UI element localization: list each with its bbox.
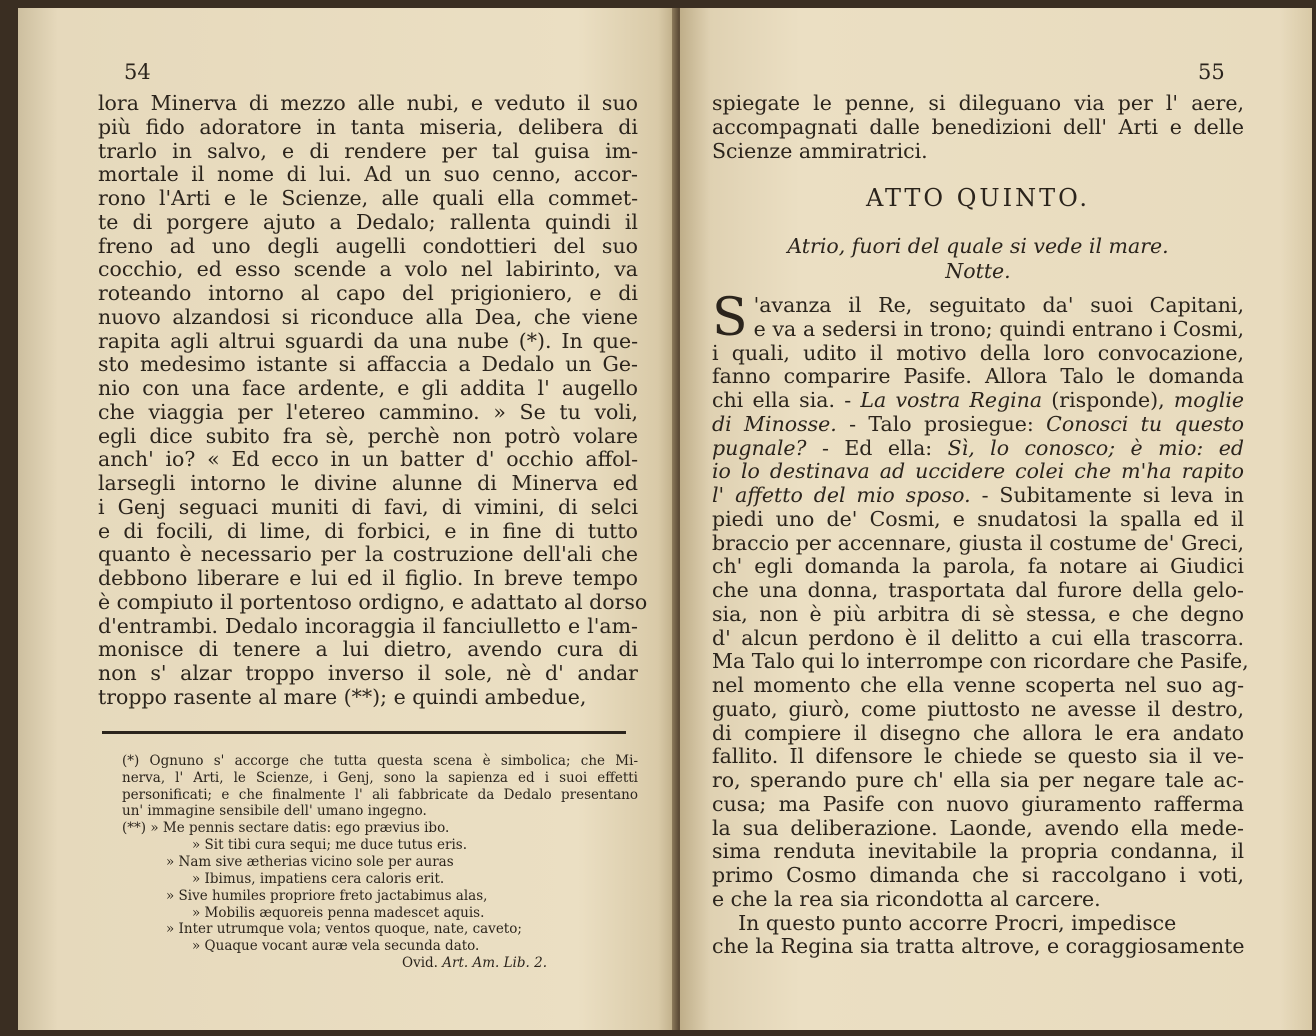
text-segment: In questo punto accorre Procri, impedisce [712,910,1177,935]
text-line: più fido adoratore in tanta miseria, delibera di [98,114,638,139]
text-segment: la sua deliberazione. Laonde, avendo ella mede- [712,815,1244,840]
text-line [712,318,1244,342]
text-line [712,649,1249,674]
text-line: personificati; e che finalmente l' ali fabbricate da Dedalo presentano [122,786,638,803]
stage-direction [712,234,1244,284]
verse-line: (**) » Me pennis sectare datis: ego prævius ibo. [122,820,450,836]
text-line: te di porgere ajuto a Dedalo; rallenta quindi il [98,209,638,234]
text-line: freno ad uno degli augelli condottieri del suo [98,233,638,258]
text-line: monisce di tenere a lui dietro, avendo cura di [98,637,638,662]
text-line: trarlo in salvo, e di rendere per tal guisa im- [98,138,638,163]
text-line [712,413,1244,437]
text-line: anch' io? « Ed ecco in un batter d' occhio affol- [98,447,638,472]
text-line [712,484,1244,508]
text-line: sto medesimo istante si affaccia a Dedalo un Ge- [98,352,638,377]
footnote-rule [102,731,626,734]
text-line: cocchio, ed esso scende a volo nel labirinto, va [98,257,638,282]
text-line [712,627,1244,651]
verse-line: » Inter utrumque vola; ventos quoque, nate, caveto; [166,921,522,938]
citation-author: Ovid. [402,955,443,972]
italic-segment: io lo destinava ad uccidere colei che m'ha rapito [712,459,1244,484]
drop-cap: S [712,288,748,348]
italic-segment: Conosci tu questo [1046,411,1244,436]
italic-segment: l' affetto del mio sposo. [712,483,971,507]
text-line: lora Minerva di mezzo alle nubi, e veduto il suo [98,91,638,115]
text-line [712,532,1244,556]
text-segment: 'avanza il Re, seguitato da' suoi Capitani, [753,293,1244,317]
text-line [712,389,1244,413]
text-segment: guato, giurò, come piuttosto ne avesse il destro, [712,696,1244,721]
text-line [712,840,1244,864]
text-segment: e che la rea sia ricondotta al carcere. [712,886,1101,911]
text-line: mortale il nome di lui. Ad un suo cenno, accor- [98,162,638,187]
text-line: quanto è necessario per la costruzione dell'ali che [98,542,638,567]
act-heading: ATTO QUINTO. [865,184,1091,212]
text-segment: Ma Talo qui lo interrompe con ricordare che Pasife, [712,649,1249,674]
text-line [712,294,1244,318]
text-segment: primo Cosmo dimanda che si raccolgano i voti, [712,863,1244,887]
text-line [712,864,1244,888]
right-page [680,8,1312,1030]
text-line: (*) Ognuno s' accorge che tutta questa scena è simbolica; che Mi- [122,753,638,769]
text-segment: fanno comparire Pasife. Allora Talo le domanda [712,364,1244,389]
footnote-2-verses [122,820,638,972]
text-segment: che la Regina sia tratta altrove, e coraggiosamente [712,934,1245,959]
verse-line: » Mobilis æquoreis penna madescet aquis. [192,904,485,921]
text-segment: di compiere il disegno che allora le era andato [712,720,1244,745]
text-line: egli dice subito fra sè, perchè non potrò volare [98,423,638,448]
verse-line: » Sit tibi cura sequi; me duce tutus eris. [192,836,467,853]
text-line: nuovo alzandosi si riconduce alla Dea, che viene [98,304,638,329]
text-segment: cusa; ma Pasife con nuovo giuramento rafferma [712,791,1244,816]
text-line: nerva, l' Arti, le Scienze, i Genj, sono la sapienza ed i suoi effetti [122,769,638,786]
italic-segment: La vostra Regina [860,388,1043,412]
left-page-body-text [98,91,648,710]
text-line: larsegli intorno le divine alunne di Minerva ed [98,471,638,495]
citation-work: Art. Am. Lib. 2. [442,955,547,972]
text-line [712,342,1244,366]
text-line [712,769,1244,793]
text-line: che viaggia per l'etereo cammino. » Se tu voli, [98,399,638,424]
page-number: 54 [124,60,151,84]
citation [122,955,638,972]
text-segment: ro, sperando pure ch' ella sia per negare tale ac- [712,768,1244,792]
text-line [712,793,1244,817]
text-line: nio con una face ardente, e gli addita l' augello [98,376,638,400]
text-line [712,555,1244,579]
text-line [712,365,1244,389]
text-segment: sia, non è più arbitra di sè stessa, e che degno [712,601,1244,626]
text-line: d'entrambi. Dedalo incoraggia il fanciulletto e l'am- [98,613,638,638]
right-page-top-text [712,92,1244,163]
text-segment: chi ella sia. - [712,388,861,412]
verse-line: » Sive humiles propriore freto jactabimus alas, [166,887,488,904]
text-segment: (risponde), [1042,388,1174,412]
text-line [712,912,1244,936]
page-number: 55 [1198,60,1225,84]
text-line: è compiuto il portentoso ordigno, e adattato al dorso [98,589,648,614]
text-line: i Genj seguaci muniti di favi, di vimini, di selci [98,494,638,519]
text-line [712,437,1244,461]
text-line: debbono liberare e lui ed il figlio. In breve tempo [98,566,638,590]
text-segment: sima renduta inevitabile la propria condanna, il [712,839,1244,864]
verse-line: » Ibimus, impatiens cera caloris erit. [192,870,445,887]
text-line [712,698,1244,722]
text-line: e di focili, di lime, di forbici, e in fine di tutto [98,518,638,543]
text-segment: nel momento che ella venne scoperta nel suo ag- [712,673,1244,697]
text-line: non s' alzar troppo inverso il sole, nè d' andar [98,661,638,685]
text-line: troppo rasente al mare (**); e quindi ambedue, [98,684,587,709]
text-line: roteando intorno al capo del prigioniero, e di [98,281,638,305]
text-segment: i quali, udito il motivo della loro convocazione, [712,340,1244,365]
text-line: accompagnati dalle benedizioni dell' Arti e delle [712,114,1244,139]
text-line [712,722,1244,746]
italic-segment: Sì, lo conosco; è mio: ed [947,435,1245,460]
text-segment: - Talo prosiegue: [836,411,1047,436]
text-line: un' immagine sensibile dell' umano ingegno. [122,803,427,820]
text-segment: che una donna, trasportata dal furore della gelo- [712,578,1244,602]
text-segment: - Subitamente si leva in [970,483,1244,507]
text-line [712,603,1244,627]
right-page-body-text [712,288,1249,959]
text-segment: - Ed ella: [806,435,948,460]
text-segment: fallito. Il difensore le chiede se questo sia il ve- [712,744,1244,769]
text-line: rapita agli altrui sguardi da una nube (*). In que- [98,328,638,353]
italic-segment: pugnale? [712,435,807,460]
text-segment: ch' egli domanda la parola, fa notare ai Giudici [712,554,1244,579]
text-line: Scienze ammiratrici. [712,138,928,163]
text-line [712,817,1244,841]
text-line [712,935,1244,959]
text-line [712,745,1244,769]
verse-line: » Nam sive ætherias vicino sole per auras [166,853,454,870]
verse-line: » Quaque vocant auræ vela secunda dato. [192,938,480,955]
italic-segment: di Minosse. [712,411,837,436]
text-line [712,460,1244,484]
text-line [712,508,1244,532]
left-page [18,8,678,1030]
text-segment: e va a sedersi in trono; quindi entrano i Cosmi, [753,316,1244,341]
text-line [712,579,1244,603]
text-segment: braccio per accennare, giusta il costume de' Greci, [712,530,1244,555]
text-segment: d' alcun perdono è il delitto a cui ella trascorra. [712,625,1244,650]
text-line: rono l'Arti e le Scienze, alle quali ella commet- [98,186,638,210]
stage-direction-line: Atrio, fuori del quale si vede il mare. [787,234,1169,258]
text-line: spiegate le penne, si dileguano via per l' aere, [712,91,1244,115]
italic-segment: moglie [1173,388,1245,412]
stage-direction-line: Notte. [945,259,1011,283]
text-line [712,888,1244,912]
text-segment: piedi uno de' Cosmi, e snudatosi la spalla ed il [712,506,1244,531]
text-line [712,674,1244,698]
footnote-1 [122,753,638,820]
